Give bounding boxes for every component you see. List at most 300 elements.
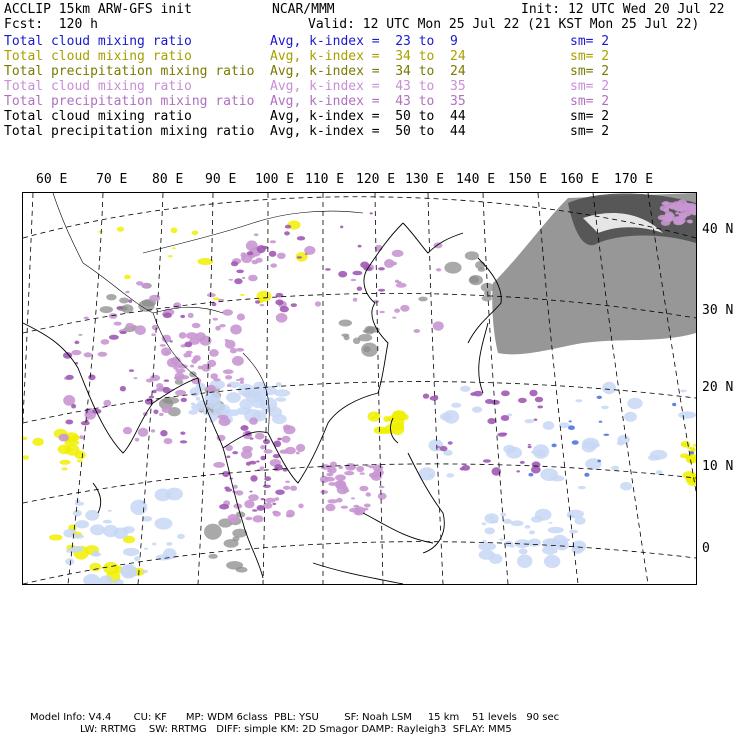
purple-precip-patch bbox=[473, 391, 483, 397]
purple-precip-patch bbox=[528, 444, 531, 445]
light-blue-cloud-patch bbox=[484, 527, 495, 534]
legend-field-name: Total cloud mixing ratio bbox=[4, 49, 192, 64]
light-purple-precip-patch bbox=[232, 491, 238, 494]
light-blue-cloud-patch bbox=[517, 554, 532, 568]
grey-cloud-cell bbox=[361, 343, 378, 357]
light-purple-precip-patch bbox=[260, 466, 265, 469]
purple-precip-patch bbox=[65, 420, 73, 425]
model-info-line1: Model Info: V4.4 CU: KF MP: WDM 6class PBL: YSU SF: Noah LSM 15 km 51 levels 90 sec bbox=[30, 712, 560, 723]
grey-cloud-cell bbox=[465, 251, 479, 260]
light-purple-precip-patch bbox=[396, 283, 407, 288]
light-purple-precip-patch bbox=[245, 517, 252, 520]
purple-precip-patch bbox=[81, 421, 90, 425]
map-panel bbox=[22, 192, 697, 585]
light-purple-precip-patch bbox=[369, 472, 380, 477]
light-purple-precip-patch bbox=[678, 206, 686, 212]
light-purple-precip-patch bbox=[190, 365, 194, 368]
light-purple-precip-patch bbox=[230, 348, 237, 354]
purple-precip-patch bbox=[249, 461, 257, 465]
light-purple-precip-patch bbox=[98, 352, 108, 357]
light-purple-precip-patch bbox=[298, 504, 303, 509]
purple-precip-patch bbox=[263, 485, 271, 488]
light-purple-precip-patch bbox=[179, 332, 187, 339]
light-purple-precip-patch bbox=[414, 329, 421, 333]
blue-cloud-patch bbox=[568, 425, 575, 430]
light-purple-precip-patch bbox=[188, 313, 194, 318]
parallel-line bbox=[23, 542, 696, 584]
light-purple-precip-patch bbox=[103, 400, 111, 407]
light-blue-cloud-patch bbox=[511, 520, 524, 526]
purple-precip-patch bbox=[462, 465, 471, 471]
yellow-cloud-patch bbox=[103, 562, 118, 574]
light-blue-cloud-patch bbox=[144, 548, 148, 550]
legend-smoothing: sm= 2 bbox=[570, 94, 610, 109]
legend-smoothing: sm= 2 bbox=[570, 79, 610, 94]
valid-time: Valid: 12 UTC Mon 25 Jul 22 (21 KST Mon 25 Jul 22) bbox=[308, 17, 700, 32]
purple-precip-patch bbox=[181, 398, 187, 402]
light-purple-precip-patch bbox=[296, 444, 305, 452]
yellow-cloud-patch bbox=[681, 443, 686, 447]
model-info-line2: LW: RRTMG SW: RRTMG DIFF: simple KM: 2D Smagor DAMP: Rayleigh3 SFLAY: MM5 bbox=[80, 724, 512, 735]
light-purple-precip-patch bbox=[395, 280, 399, 283]
light-purple-precip-patch bbox=[353, 505, 359, 508]
legend-smoothing: sm= 2 bbox=[570, 64, 610, 79]
blue-cloud-patch bbox=[599, 421, 603, 423]
light-purple-precip-patch bbox=[325, 504, 335, 512]
light-blue-cloud-patch bbox=[272, 414, 287, 424]
meridian-line bbox=[483, 193, 508, 584]
blue-cloud-patch bbox=[528, 473, 533, 477]
light-purple-precip-patch bbox=[175, 390, 186, 396]
light-purple-precip-patch bbox=[379, 486, 385, 488]
light-purple-precip-patch bbox=[241, 254, 252, 263]
purple-precip-patch bbox=[531, 466, 541, 474]
purple-precip-patch bbox=[247, 251, 253, 255]
purple-precip-patch bbox=[520, 461, 525, 464]
light-blue-cloud-patch bbox=[274, 389, 290, 397]
longitude-label: 60 E bbox=[36, 172, 68, 187]
yellow-cloud-patch bbox=[98, 231, 103, 233]
longitude-label: 120 E bbox=[356, 172, 396, 187]
light-purple-precip-patch bbox=[436, 268, 441, 271]
light-blue-cloud-patch bbox=[155, 518, 173, 530]
purple-precip-patch bbox=[225, 488, 232, 491]
light-purple-precip-patch bbox=[125, 323, 134, 330]
light-blue-cloud-patch bbox=[602, 382, 616, 394]
light-blue-cloud-patch bbox=[620, 482, 632, 491]
light-blue-cloud-patch bbox=[188, 410, 198, 415]
light-blue-cloud-patch bbox=[491, 520, 498, 523]
light-purple-precip-patch bbox=[249, 417, 258, 424]
grey-cloud-cell bbox=[339, 320, 352, 327]
light-blue-cloud-patch bbox=[123, 548, 140, 556]
light-purple-precip-patch bbox=[213, 318, 219, 321]
purple-precip-patch bbox=[180, 440, 187, 443]
purple-precip-patch bbox=[534, 419, 538, 421]
light-purple-precip-patch bbox=[162, 406, 172, 413]
light-purple-precip-patch bbox=[666, 213, 674, 219]
legend-row bbox=[4, 79, 734, 94]
light-purple-precip-patch bbox=[343, 489, 350, 493]
light-purple-precip-patch bbox=[59, 434, 69, 442]
light-purple-precip-patch bbox=[241, 450, 252, 459]
light-blue-cloud-patch bbox=[196, 397, 201, 401]
run-title: ACCLIP 15km ARW-GFS init bbox=[4, 2, 192, 17]
light-purple-precip-patch bbox=[223, 369, 234, 374]
light-purple-precip-patch bbox=[84, 352, 93, 357]
light-blue-cloud-patch bbox=[460, 386, 471, 392]
light-blue-cloud-patch bbox=[525, 525, 531, 529]
light-purple-precip-patch bbox=[678, 217, 685, 221]
light-purple-precip-patch bbox=[227, 384, 232, 387]
coastline bbox=[313, 563, 403, 584]
purple-precip-patch bbox=[153, 410, 158, 415]
light-blue-cloud-patch bbox=[624, 412, 637, 422]
latitude-label: 20 N bbox=[702, 380, 734, 395]
light-blue-cloud-patch bbox=[506, 447, 522, 459]
light-purple-precip-patch bbox=[237, 313, 245, 320]
light-blue-cloud-patch bbox=[500, 513, 506, 517]
light-blue-cloud-patch bbox=[543, 421, 555, 430]
meridian-line bbox=[23, 193, 33, 584]
light-purple-precip-patch bbox=[225, 339, 229, 342]
coastline bbox=[23, 323, 198, 453]
purple-precip-patch bbox=[485, 399, 493, 404]
purple-precip-patch bbox=[160, 430, 167, 436]
light-purple-precip-patch bbox=[394, 309, 400, 313]
purple-precip-patch bbox=[74, 341, 79, 345]
light-purple-precip-patch bbox=[71, 350, 81, 355]
longitude-label: 150 E bbox=[508, 172, 548, 187]
light-blue-cloud-patch bbox=[678, 411, 696, 419]
yellow-cloud-patch bbox=[23, 437, 28, 441]
latitude-label: 40 N bbox=[702, 222, 734, 237]
purple-precip-patch bbox=[352, 271, 362, 276]
yellow-cloud-patch bbox=[693, 444, 696, 447]
light-blue-cloud-patch bbox=[478, 542, 496, 551]
legend-k-index: Avg, k-index = 43 to 35 bbox=[270, 94, 466, 109]
legend-field-name: Total cloud mixing ratio bbox=[4, 109, 192, 124]
purple-precip-patch bbox=[129, 369, 134, 372]
purple-precip-patch bbox=[88, 374, 95, 380]
light-purple-precip-patch bbox=[207, 293, 216, 297]
purple-precip-patch bbox=[297, 256, 302, 258]
purple-precip-patch bbox=[378, 289, 385, 292]
light-blue-cloud-patch bbox=[166, 488, 183, 501]
forecast-hour: Fcst: 120 h bbox=[4, 17, 98, 32]
light-blue-cloud-patch bbox=[482, 540, 486, 543]
light-blue-cloud-patch bbox=[451, 403, 461, 408]
legend-k-index: Avg, k-index = 43 to 35 bbox=[270, 79, 466, 94]
light-purple-precip-patch bbox=[213, 378, 220, 381]
light-blue-cloud-patch bbox=[93, 551, 100, 557]
purple-precip-patch bbox=[535, 397, 543, 403]
purple-precip-patch bbox=[305, 254, 308, 255]
yellow-cloud-patch bbox=[77, 460, 83, 463]
light-purple-precip-patch bbox=[264, 449, 273, 453]
purple-precip-patch bbox=[164, 379, 169, 382]
light-blue-cloud-patch bbox=[207, 397, 221, 409]
light-purple-precip-patch bbox=[433, 321, 444, 330]
blue-cloud-patch bbox=[572, 440, 579, 445]
light-blue-cloud-patch bbox=[83, 574, 100, 584]
light-purple-precip-patch bbox=[283, 486, 291, 490]
light-purple-precip-patch bbox=[78, 334, 82, 336]
light-blue-cloud-patch bbox=[275, 397, 286, 402]
legend-field-name: Total cloud mixing ratio bbox=[4, 79, 192, 94]
light-blue-cloud-patch bbox=[617, 435, 630, 444]
light-purple-precip-patch bbox=[255, 433, 265, 440]
light-purple-precip-patch bbox=[254, 233, 259, 236]
blue-cloud-patch bbox=[552, 444, 557, 448]
purple-precip-patch bbox=[232, 451, 238, 454]
purple-precip-patch bbox=[234, 278, 242, 284]
light-blue-cloud-patch bbox=[531, 451, 536, 454]
light-blue-cloud-patch bbox=[482, 522, 487, 525]
purple-precip-patch bbox=[261, 498, 265, 500]
legend-smoothing: sm= 2 bbox=[570, 109, 610, 124]
blue-cloud-patch bbox=[597, 396, 602, 399]
purple-precip-patch bbox=[529, 390, 537, 397]
light-purple-precip-patch bbox=[673, 220, 683, 225]
light-purple-precip-patch bbox=[335, 482, 346, 489]
purple-precip-patch bbox=[170, 340, 173, 342]
longitude-label: 110 E bbox=[305, 172, 345, 187]
light-purple-precip-patch bbox=[276, 313, 288, 323]
purple-precip-patch bbox=[291, 303, 297, 307]
light-purple-precip-patch bbox=[326, 473, 333, 477]
purple-precip-patch bbox=[284, 231, 290, 235]
light-purple-precip-patch bbox=[285, 447, 296, 454]
light-blue-cloud-patch bbox=[680, 390, 687, 393]
light-purple-precip-patch bbox=[351, 279, 357, 282]
light-purple-precip-patch bbox=[273, 511, 281, 517]
light-purple-precip-patch bbox=[151, 429, 155, 432]
light-blue-cloud-patch bbox=[236, 407, 252, 415]
light-purple-precip-patch bbox=[364, 504, 371, 508]
legend-k-index: Avg, k-index = 34 to 24 bbox=[270, 49, 466, 64]
latitude-label: 0 bbox=[702, 541, 710, 556]
light-purple-precip-patch bbox=[330, 462, 337, 468]
light-purple-precip-patch bbox=[252, 260, 259, 265]
legend-smoothing: sm= 2 bbox=[570, 34, 610, 49]
light-blue-cloud-patch bbox=[479, 550, 495, 560]
legend-k-index: Avg, k-index = 50 to 44 bbox=[270, 109, 466, 124]
purple-precip-patch bbox=[501, 415, 510, 421]
purple-precip-patch bbox=[340, 226, 343, 229]
light-purple-precip-patch bbox=[392, 250, 404, 257]
purple-precip-patch bbox=[120, 386, 126, 392]
light-purple-precip-patch bbox=[400, 305, 409, 312]
light-purple-precip-patch bbox=[380, 311, 385, 314]
coastline bbox=[364, 223, 403, 393]
blue-cloud-patch bbox=[597, 460, 601, 463]
light-blue-cloud-patch bbox=[627, 398, 642, 409]
light-purple-precip-patch bbox=[349, 465, 357, 469]
yellow-cloud-patch bbox=[691, 448, 696, 452]
light-purple-precip-patch bbox=[335, 474, 346, 480]
purple-precip-patch bbox=[537, 405, 543, 408]
light-blue-cloud-patch bbox=[575, 399, 582, 402]
init-time: Init: 12 UTC Wed 20 Jul 22 bbox=[521, 2, 725, 17]
light-blue-cloud-patch bbox=[166, 542, 172, 546]
light-purple-precip-patch bbox=[232, 356, 244, 366]
light-purple-precip-patch bbox=[661, 220, 671, 226]
grey-cloud-cell bbox=[478, 268, 486, 272]
light-purple-precip-patch bbox=[209, 349, 219, 357]
purple-precip-patch bbox=[227, 456, 231, 459]
grey-cloud-cell bbox=[204, 524, 222, 540]
coastline bbox=[93, 483, 101, 513]
light-blue-cloud-patch bbox=[540, 468, 558, 481]
yellow-cloud-patch bbox=[23, 455, 29, 460]
grey-cloud-cell bbox=[344, 335, 350, 340]
light-purple-precip-patch bbox=[253, 515, 264, 522]
light-purple-precip-patch bbox=[84, 317, 89, 320]
purple-precip-patch bbox=[219, 504, 229, 510]
longitude-label: 160 E bbox=[560, 172, 600, 187]
light-purple-precip-patch bbox=[229, 279, 234, 281]
light-blue-cloud-patch bbox=[440, 413, 453, 421]
legend-row bbox=[4, 64, 734, 79]
light-purple-precip-patch bbox=[351, 497, 355, 499]
light-blue-cloud-patch bbox=[548, 527, 564, 534]
light-purple-precip-patch bbox=[320, 476, 329, 483]
grey-cloud-cell bbox=[469, 275, 483, 285]
light-purple-precip-patch bbox=[341, 506, 348, 509]
light-blue-cloud-patch bbox=[75, 502, 85, 506]
purple-precip-patch bbox=[120, 331, 127, 334]
purple-precip-patch bbox=[250, 438, 254, 440]
legend-field-name: Total precipitation mixing ratio bbox=[4, 124, 255, 139]
light-purple-precip-patch bbox=[662, 202, 669, 206]
purple-precip-patch bbox=[152, 390, 156, 393]
yellow-cloud-patch bbox=[371, 416, 377, 419]
purple-precip-patch bbox=[370, 212, 373, 214]
light-purple-precip-patch bbox=[114, 322, 122, 326]
light-blue-cloud-patch bbox=[590, 443, 600, 447]
light-purple-precip-patch bbox=[349, 508, 361, 513]
light-purple-precip-patch bbox=[392, 317, 396, 319]
light-purple-precip-patch bbox=[134, 377, 138, 379]
purple-precip-patch bbox=[250, 475, 257, 482]
purple-precip-patch bbox=[277, 438, 281, 441]
light-blue-cloud-patch bbox=[134, 556, 140, 561]
light-purple-precip-patch bbox=[230, 324, 242, 334]
legend-k-index: Avg, k-index = 34 to 24 bbox=[270, 64, 466, 79]
light-blue-cloud-patch bbox=[66, 549, 76, 554]
grey-cloud-cell bbox=[358, 334, 372, 341]
light-blue-cloud-patch bbox=[549, 522, 553, 524]
meridian-line bbox=[428, 193, 443, 584]
light-blue-cloud-patch bbox=[190, 387, 200, 396]
grey-cloud-cell bbox=[236, 567, 248, 573]
purple-precip-patch bbox=[163, 313, 172, 319]
light-purple-precip-patch bbox=[360, 472, 365, 474]
light-purple-precip-patch bbox=[236, 348, 244, 352]
legend-k-index: Avg, k-index = 50 to 44 bbox=[270, 124, 466, 139]
blue-cloud-patch bbox=[672, 403, 676, 406]
country-border bbox=[53, 193, 83, 263]
light-blue-cloud-patch bbox=[75, 520, 89, 528]
light-purple-precip-patch bbox=[660, 205, 670, 211]
yellow-cloud-patch bbox=[49, 534, 63, 540]
grey-cloud-cell bbox=[444, 262, 461, 274]
purple-precip-patch bbox=[256, 460, 259, 462]
light-purple-precip-patch bbox=[101, 339, 110, 345]
light-blue-cloud-patch bbox=[544, 555, 560, 568]
light-purple-precip-patch bbox=[248, 494, 259, 501]
purple-precip-patch bbox=[236, 270, 244, 274]
light-blue-cloud-patch bbox=[152, 543, 156, 546]
legend-row bbox=[4, 34, 734, 49]
purple-precip-patch bbox=[483, 459, 491, 463]
blue-cloud-patch bbox=[569, 420, 572, 422]
light-blue-cloud-patch bbox=[569, 530, 578, 534]
longitude-label: 90 E bbox=[205, 172, 237, 187]
light-purple-precip-patch bbox=[236, 379, 240, 381]
light-purple-precip-patch bbox=[270, 240, 276, 243]
purple-precip-patch bbox=[180, 432, 185, 435]
longitude-label: 170 E bbox=[614, 172, 654, 187]
grey-cloud-cell bbox=[121, 304, 133, 313]
light-blue-cloud-patch bbox=[529, 530, 535, 534]
purple-precip-patch bbox=[128, 300, 132, 303]
purple-precip-patch bbox=[357, 287, 362, 291]
yellow-cloud-patch bbox=[89, 563, 101, 572]
light-purple-precip-patch bbox=[164, 351, 171, 354]
yellow-cloud-patch bbox=[171, 227, 178, 233]
legend-field-name: Total precipitation mixing ratio bbox=[4, 94, 255, 109]
light-purple-precip-patch bbox=[240, 381, 244, 384]
longitude-label: 130 E bbox=[405, 172, 445, 187]
light-blue-cloud-patch bbox=[489, 517, 493, 520]
purple-precip-patch bbox=[212, 302, 217, 306]
purple-precip-patch bbox=[518, 398, 527, 403]
purple-precip-patch bbox=[378, 267, 385, 270]
purple-precip-patch bbox=[358, 245, 362, 248]
purple-precip-patch bbox=[423, 394, 429, 399]
purple-precip-patch bbox=[116, 306, 123, 309]
light-purple-precip-patch bbox=[136, 281, 143, 285]
light-purple-precip-patch bbox=[359, 486, 368, 492]
light-purple-precip-patch bbox=[270, 263, 277, 267]
light-blue-cloud-patch bbox=[519, 548, 528, 554]
light-purple-precip-patch bbox=[285, 481, 290, 483]
light-blue-cloud-patch bbox=[90, 524, 105, 535]
light-purple-precip-patch bbox=[109, 313, 118, 319]
light-blue-cloud-patch bbox=[103, 520, 112, 524]
light-purple-precip-patch bbox=[244, 500, 254, 508]
yellow-cloud-patch bbox=[168, 255, 173, 257]
map-plot bbox=[23, 193, 696, 584]
latitude-label: 30 N bbox=[702, 303, 734, 318]
purple-precip-patch bbox=[261, 246, 268, 249]
light-purple-precip-patch bbox=[384, 259, 394, 268]
purple-precip-patch bbox=[249, 491, 252, 493]
light-purple-precip-patch bbox=[135, 438, 140, 442]
legend-smoothing: sm= 2 bbox=[570, 49, 610, 64]
purple-precip-patch bbox=[338, 271, 347, 278]
light-purple-precip-patch bbox=[327, 499, 337, 503]
light-purple-precip-patch bbox=[192, 323, 201, 328]
light-blue-cloud-patch bbox=[120, 564, 137, 578]
light-purple-precip-patch bbox=[191, 359, 197, 364]
light-blue-cloud-patch bbox=[191, 402, 196, 405]
light-purple-precip-patch bbox=[151, 333, 156, 336]
light-blue-cloud-patch bbox=[142, 516, 152, 522]
light-purple-precip-patch bbox=[290, 486, 297, 491]
